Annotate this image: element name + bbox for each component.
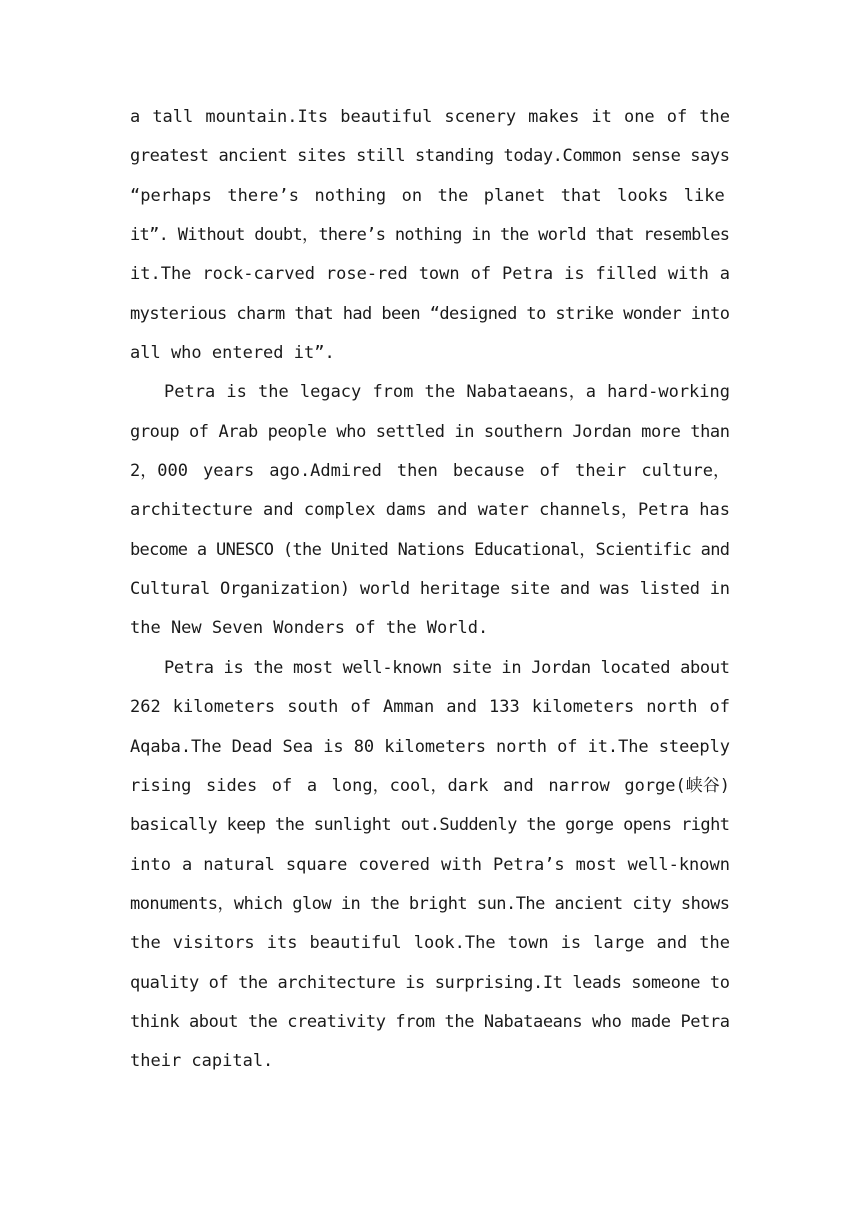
text-line: quality of the architecture is surprising.It leads someone to (130, 972, 730, 993)
text-line: monuments，which glow in the bright sun.The ancient city shows (130, 893, 730, 914)
text-line: “perhaps there’s nothing on the planet that looks like (130, 185, 725, 206)
text-line: greatest ancient sites still standing today.Common sense says (130, 146, 730, 167)
text-line: a tall mountain.Its beautiful scenery makes it one of the (130, 107, 730, 127)
text-line: become a UNESCO (the United Nations Educational，Scientific and (130, 539, 730, 560)
text-line: Cultural Organization) world heritage site and was listed in (130, 579, 730, 600)
text-line: the visitors its beautiful look.The town is large and the (130, 933, 730, 954)
text-line: their capital. (130, 1051, 274, 1072)
text-line: rising sides of a long，cool，dark and narrow gorge(峡谷) (130, 775, 730, 796)
text-line: basically keep the sunlight out.Suddenly the gorge opens right (130, 815, 730, 836)
text-line: into a natural square covered with Petra’s most well-known (130, 854, 730, 875)
text-line: all who entered it”. (130, 343, 335, 364)
text-line: 2，000 years ago.Admired then because of their culture， (130, 461, 730, 482)
text-line: it”. Without doubt，there’s nothing in the world that resembles (130, 225, 730, 246)
text-line: architecture and complex dams and water channels，Petra has (130, 500, 730, 521)
text-line: Aqaba.The Dead Sea is 80 kilometers north of it.The steeply (130, 736, 730, 757)
text-line: group of Arab people who settled in southern Jordan more than (130, 421, 730, 442)
text-line: think about the creativity from the Nabataeans who made Petra (130, 1011, 730, 1032)
document-body (130, 98, 730, 1082)
text-line: Petra is the legacy from the Nabataeans，a hard-working (164, 382, 730, 403)
text-line: Petra is the most well-known site in Jordan located about (164, 657, 730, 678)
text-line: it.The rock-carved rose-red town of Petra is filled with a (130, 264, 730, 285)
text-line: mysterious charm that had been “designed to strike wonder into (130, 303, 730, 324)
text-line: the New Seven Wonders of the World. (130, 618, 489, 639)
text-line: 262 kilometers south of Amman and 133 kilometers north of (130, 697, 730, 718)
